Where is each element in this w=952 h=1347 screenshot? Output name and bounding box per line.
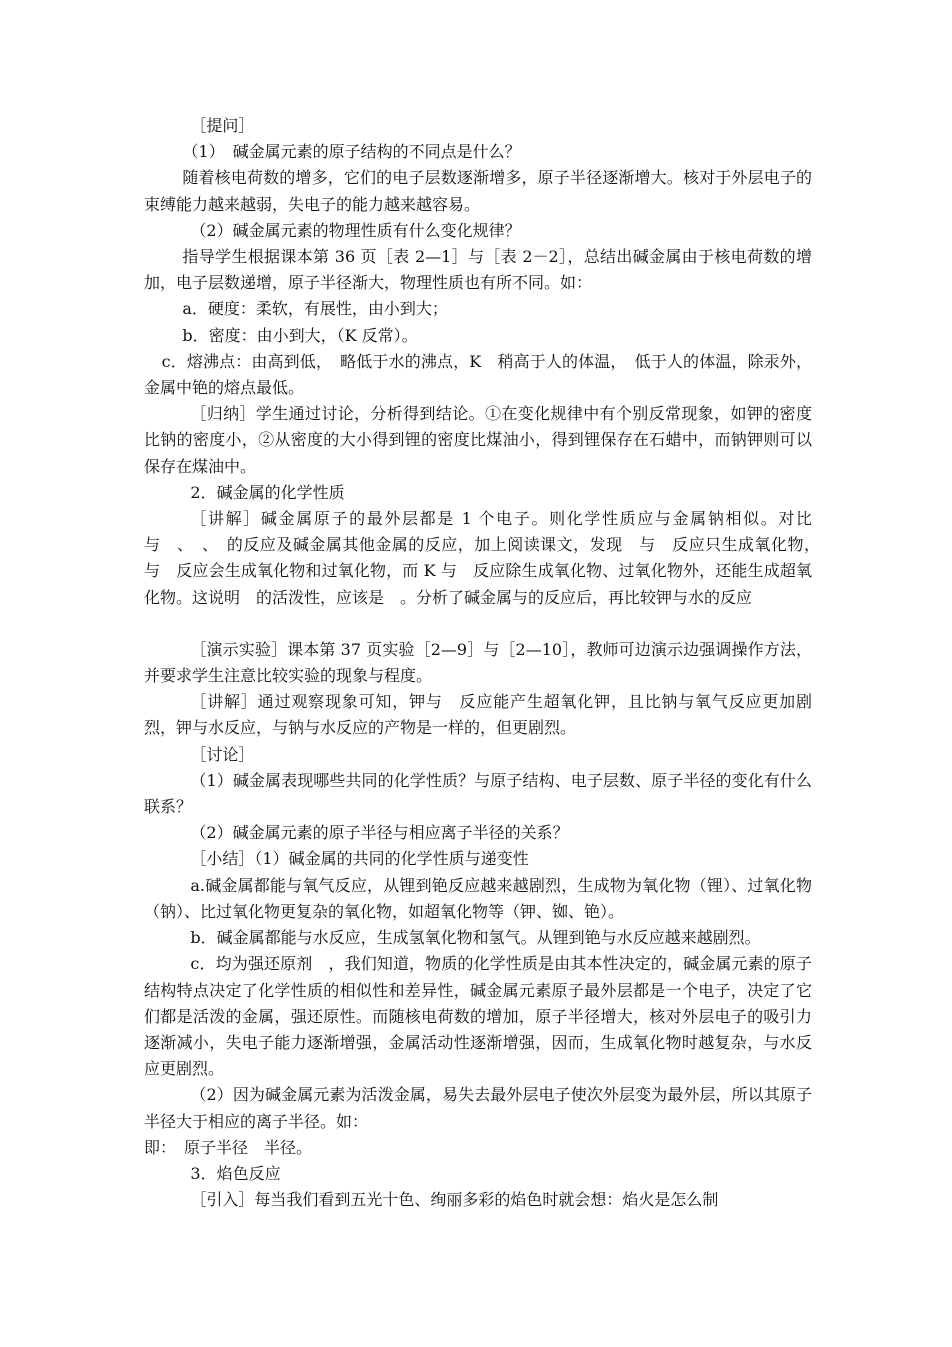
paragraph: ［演示实验］课本第 37 页实验［2—9］与［2—10］，教师可边演示边强调操作方法，并要求学生注意比较实验的现象与程度。 (144, 639, 812, 686)
paragraph: ［归纳］学生通过讨论，分析得到结论。①在变化规律中有个别反常现象，如钾的密度比钠的密度小，②从密度的大小得到锂的密度比煤油小，得到锂保存在石蜡中，而钠钾则可以保存在煤油中。 (144, 404, 812, 476)
paragraph: ［讲解］碱金属原子的最外层都是 1 个电子。则化学性质应与金属钠相似。对比 与 、 、 的反应及碱金属其他金属的反应，加上阅读课文，发现 与 反应只生成氧化物， 与 反应会生成氧化物和过氧化物，而 K 与 反应除生成氧化物、过氧化物外，还能生成超氧化物。这说明 的活泼性，应该是 。分析了碱金属与的反应后，再比较钾与水的反应 (144, 509, 829, 607)
paragraph: a．硬度：柔软，有展性，由小到大； (182, 299, 448, 319)
paragraph: ［小结］（1）碱金属的共同的化学性质与递变性 (190, 849, 529, 869)
paragraph: （1）碱金属表现哪些共同的化学性质？与原子结构、电子层数、原子半径的变化有什么联系？ (144, 770, 812, 817)
paragraph: b．碱金属都能与水反应，生成氢氧化物和氢气。从锂到铯与水反应越来越剧烈。 (190, 928, 761, 948)
paragraph: （1） 碱金属元素的原子结构的不同点是什么？ (182, 142, 521, 162)
paragraph: ［引入］每当我们看到五光十色、绚丽多彩的焰色时就会想：焰火是怎么制 (190, 1190, 719, 1210)
document-body (144, 113, 829, 1213)
blank-line (144, 611, 812, 637)
paragraph: （2）碱金属元素的物理性质有什么变化规律？ (190, 220, 521, 240)
paragraph: a.碱金属都能与氧气反应，从锂到铯反应越来越剧烈，生成物为氧化物（锂）、过氧化物（钠）、比过氧化物更复杂的氧化物，如超氧化物等（钾、铷、铯）。 (144, 875, 812, 921)
paragraph: 指导学生根据课本第 36 页［表 2—1］与［表 2－2］，总结出碱金属由于核电荷数的增加，电子层数递增，原子半径渐大，物理性质也有所不同。如： (144, 247, 812, 293)
paragraph: b．密度：由小到大，（K 反常）。 (182, 325, 418, 345)
paragraph: c．熔沸点：由高到低， 略低于水的沸点，K 稍高于人的体温， 低于人的体温，除汞外，金属中铯的熔点最低。 (144, 351, 812, 398)
paragraph: c．均为强还原剂 ，我们知道，物质的化学性质是由其本性决定的，碱金属元素的原子结构特点决定了化学性质的相似性和差异性，碱金属元素原子最外层都是一个电子，决定了它们都是活泼的金属，强还原性。而随核电荷数的增加，原子半径增大，核对外层电子的吸引力逐渐减小，失电子能力逐渐增强，金属活动性逐渐增强，因而，生成氧化物时越复杂，与水反应更剧烈。 (144, 954, 812, 1079)
paragraph: ［提问］ (190, 116, 255, 135)
paragraph: （2）因为碱金属元素为活泼金属，易失去最外层电子使次外层变为最外层，所以其原子半径大于相应的离子半径。如： (144, 1085, 812, 1131)
paragraph: 随着核电荷数的增多，它们的电子层数逐渐增多，原子半径逐渐增大。核对于外层电子的束缚能力越来越弱，失电子的能力越来越容易。 (144, 168, 812, 214)
section-heading: 3．焰色反应 (190, 1163, 281, 1183)
paragraph: ［讨论］ (190, 744, 255, 764)
paragraph: 即： 原子半径 半径。 (144, 1137, 313, 1157)
section-heading: 2．碱金属的化学性质 (190, 482, 345, 502)
paragraph: （2）碱金属元素的原子半径与相应离子半径的关系？ (190, 823, 569, 843)
paragraph: ［讲解］通过观察现象可知，钾与 反应能产生超氧化钾，且比钠与氧气反应更加剧烈，钾与水反应，与钠与水反应的产物是一样的，但更剧烈。 (144, 692, 812, 738)
